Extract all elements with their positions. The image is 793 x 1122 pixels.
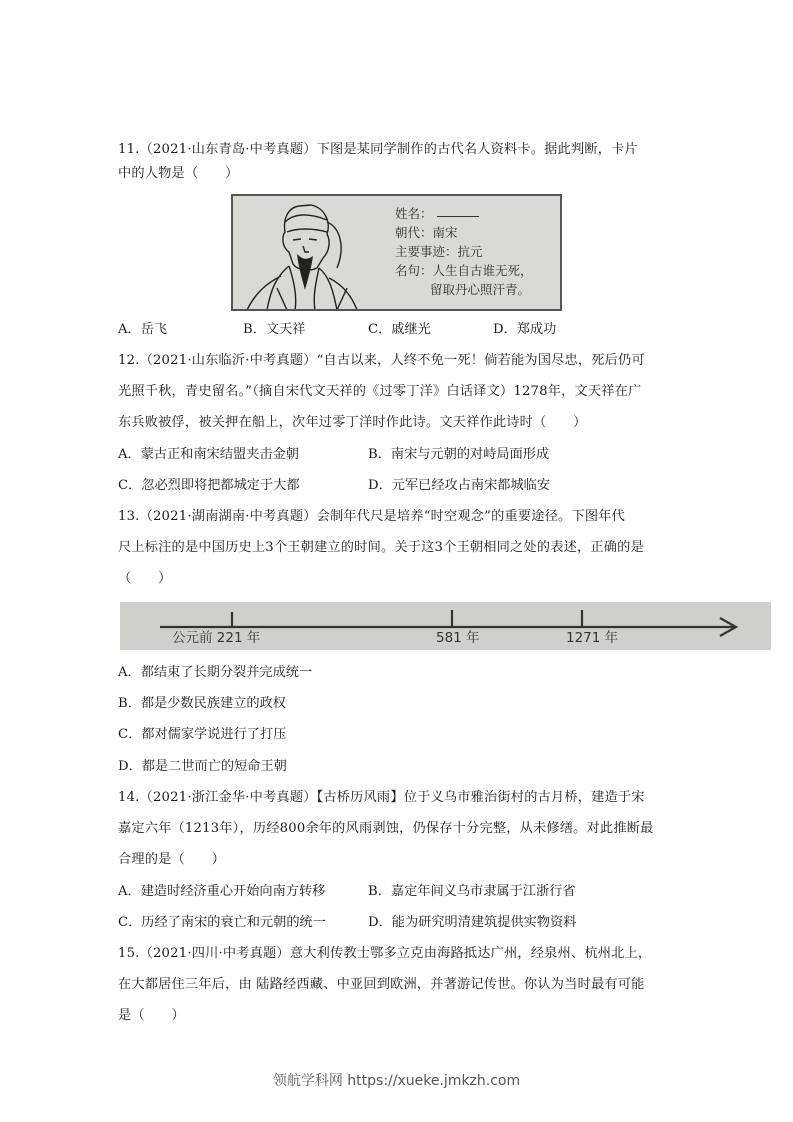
card-dynasty-field: 朝代：南宋	[395, 225, 458, 240]
question-13-option-b[interactable]: B．都是少数民族建立的政权	[118, 696, 286, 711]
card-name-blank	[437, 206, 479, 217]
question-14-line-2: 嘉定六年（1213年），历经800余年的风雨剥蚀，仍保存十分完整，从未修缮。对此推断最	[118, 821, 654, 836]
question-11-option-b[interactable]: B．文天祥	[243, 322, 306, 337]
timeline-image	[120, 602, 771, 650]
question-15-line-3: 是（ ）	[118, 1008, 185, 1023]
question-11-option-c[interactable]: C．戚继光	[368, 322, 431, 337]
footer-watermark: 领航学科网 https://xueke.jmkzh.com	[272, 1073, 521, 1089]
card-name-label: 姓名：	[395, 206, 433, 221]
question-12-option-a[interactable]: A．蒙古正和南宋结盟夹击金朝	[118, 447, 299, 462]
question-12-line-2: 光照千秋，青史留名。”（摘自宋代文天祥的《过零丁洋》白话译文）1278年，文天祥在广	[118, 384, 642, 399]
timeline-label-221bc: 公元前 221 年	[172, 630, 261, 646]
question-15-line-1: 15.（2021·四川·中考真题）意大利传教士鄂多立克由海路抵达广州，经泉州、杭州北上，	[118, 946, 652, 961]
question-15-line-2: 在大都居住三年后，由 陆路经西藏、中亚回到欧洲，并著游记传世。你认为当时最有可能	[118, 977, 645, 992]
question-13-line-3: （ ）	[118, 571, 172, 586]
question-11-option-d[interactable]: D．郑成功	[493, 322, 557, 337]
question-11-option-a[interactable]: A．岳飞	[118, 322, 168, 337]
question-12-option-d[interactable]: D．元军已经攻占南宋都城临安	[368, 478, 551, 493]
question-14-line-1: 14.（2021·浙江金华·中考真题）【古桥历风雨】位于义乌市雅治街村的古月桥，建造于宋	[118, 790, 645, 805]
question-14-option-b[interactable]: B．嘉定年间义乌市隶属于江浙行省	[368, 884, 576, 899]
figure-card-image	[231, 194, 562, 311]
question-14-line-3: 合理的是（ ）	[118, 852, 226, 867]
card-quote-line-1: 名句：人生自古谁无死，	[395, 263, 533, 278]
question-12-line-1: 12.（2021·山东临沂·中考真题）“自古以来，人终不免一死！倘若能为国尽忠，死后仍可	[118, 353, 645, 368]
question-14-option-d[interactable]: D．能为研究明清建筑提供实物资料	[368, 915, 577, 930]
card-quote-line-2: 留取丹心照汗青。	[430, 282, 531, 297]
question-11-line-2: 中的人物是（ ）	[118, 166, 239, 181]
portrait-sketch-icon	[237, 198, 387, 310]
question-12-option-b[interactable]: B．南宋与元朝的对峙局面形成	[368, 447, 550, 462]
question-14-option-c[interactable]: C．历经了南宋的衰亡和元朝的统一	[118, 915, 326, 930]
question-13-line-1: 13.（2021·湖南湖南·中考真题）会制年代尺是培养“时空观念”的重要途径。下图年代	[118, 509, 625, 524]
question-13-option-c[interactable]: C．都对儒家学说进行了打压	[118, 727, 287, 742]
question-12-line-3: 东兵败被俘，被关押在船上，次年过零丁洋时作此诗。文天祥作此诗时（ ）	[118, 415, 587, 430]
card-deeds-field: 主要事迹：抗元	[395, 244, 483, 259]
question-14-option-a[interactable]: A．建造时经济重心开始向南方转移	[118, 884, 326, 899]
question-13-line-2: 尺上标注的是中国历史上3个王朝建立的时间。关于这3个王朝相同之处的表述，正确的是	[118, 540, 644, 555]
question-11-line-1: 11.（2021·山东青岛·中考真题）下图是某同学制作的古代名人资料卡。据此判断，卡片	[118, 142, 638, 157]
question-13-option-d[interactable]: D．都是二世而亡的短命王朝	[118, 759, 287, 774]
timeline-label-581: 581 年	[436, 630, 480, 646]
timeline-label-1271: 1271 年	[566, 630, 619, 646]
question-13-option-a[interactable]: A．都结束了长期分裂并完成统一	[118, 665, 313, 680]
card-name-field	[395, 206, 479, 222]
question-12-option-c[interactable]: C．忽必烈即将把都城定于大都	[118, 478, 300, 493]
